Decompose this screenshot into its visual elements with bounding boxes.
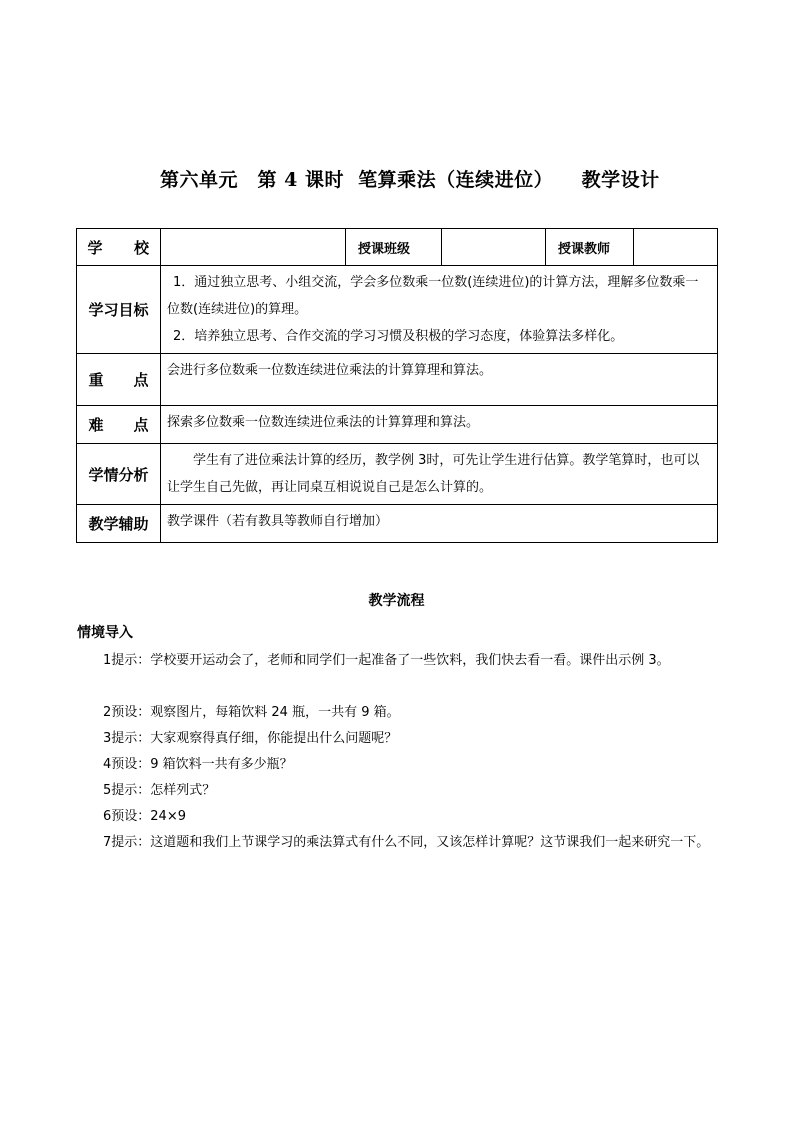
step-text: 1提示：学校要开运动会了，老师和同学们一起准备了一些饮料，我们快去看一看。课件出示例 3。 bbox=[103, 653, 670, 668]
goals-label: 学习目标 bbox=[77, 266, 161, 354]
step-text: 4预设：9 箱饮料一共有多少瓶？ bbox=[103, 757, 293, 772]
analysis-label: 学情分析 bbox=[77, 444, 161, 505]
flow-title: 教学流程 bbox=[368, 593, 425, 609]
table-row bbox=[77, 229, 718, 266]
teacher-label: 授课教师 bbox=[546, 229, 634, 266]
aids-label: 教学辅助 bbox=[77, 505, 161, 543]
goal-item: 2．培养独立思考、合作交流的学习习惯及积极的学习态度，体验算法多样化。 bbox=[173, 329, 624, 344]
step-text: 2预设：观察图片，每箱饮料 24 瓶，一共有 9 箱。 bbox=[103, 705, 400, 720]
lesson-info-table bbox=[76, 228, 718, 543]
flow-steps-list bbox=[77, 700, 722, 856]
step-text: 5提示：怎样列式？ bbox=[103, 783, 216, 798]
flow-step bbox=[77, 648, 722, 674]
analysis-value: 学生有了进位乘法计算的经历，教学例 3时，可先让学生进行估算。教学笔算时，也可以让学生自己先做，再让同桌互相说说自己是怎么计算的。 bbox=[167, 453, 700, 495]
table-row bbox=[77, 406, 718, 444]
table-row bbox=[77, 266, 718, 354]
class-label: 授课班级 bbox=[346, 229, 442, 266]
intro-title: 情境导入 bbox=[77, 625, 133, 641]
key-point-value: 会进行多位数乘一位数连续进位乘法的计算算理和算法。 bbox=[161, 354, 718, 406]
table-row bbox=[77, 505, 718, 543]
class-value bbox=[442, 229, 546, 266]
key-point-label: 重 点 bbox=[77, 354, 161, 406]
goal-item: 1．通过独立思考、小组交流，学会多位数乘一位数(连续进位)的计算方法，理解多位数乘一位数(连续进位)的算理。 bbox=[167, 275, 699, 317]
table-row bbox=[77, 444, 718, 505]
difficulty-value: 探索多位数乘一位数连续进位乘法的计算算理和算法。 bbox=[161, 406, 718, 444]
step-text: 3提示：大家观察得真仔细，你能提出什么问题呢？ bbox=[103, 731, 398, 746]
teacher-value bbox=[634, 229, 718, 266]
step-text: 7提示：这道题和我们上节课学习的乘法算式有什么不同，又该怎样计算呢？这节课我们一起来研究一下。 bbox=[103, 835, 710, 850]
goals-cell bbox=[161, 266, 718, 354]
difficulty-label: 难 点 bbox=[77, 406, 161, 444]
school-value bbox=[161, 229, 346, 266]
page-title: 第六单元 第 4 课时 笔算乘法（连续进位） 教学设计 bbox=[160, 169, 660, 191]
step-text: 6预设：24×9 bbox=[103, 809, 186, 824]
table-row bbox=[77, 354, 718, 406]
school-label: 学 校 bbox=[77, 229, 161, 266]
aids-value: 教学课件（若有教具等教师自行增加） bbox=[161, 505, 718, 543]
analysis-cell bbox=[161, 444, 718, 505]
